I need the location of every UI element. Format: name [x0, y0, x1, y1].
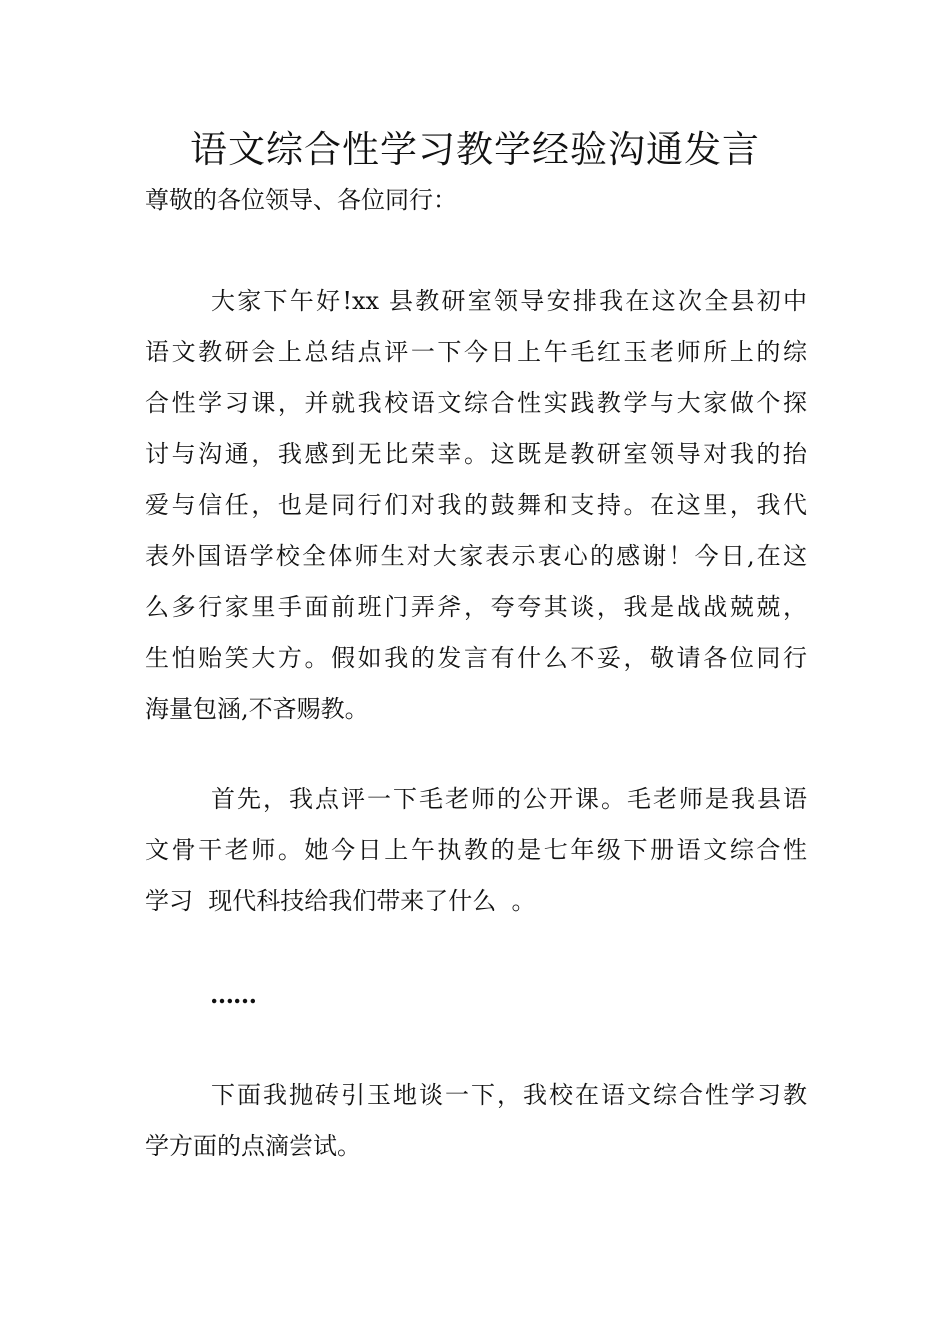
paragraph-line: 大家下午好!xx 县教研室领导安排我在这次全县初中 [211, 287, 807, 315]
paragraph-line: 学习 现代科技给我们带来了什么 。 [145, 887, 536, 915]
paragraph-opening [145, 276, 807, 735]
paragraph-line: 文骨干老师。她今日上午执教的是七年级下册语文综合性 [145, 836, 807, 864]
document-title: 语文综合性学习教学经验沟通发言 [190, 128, 760, 171]
paragraph-line: 生怕贻笑大方。假如我的发言有什么不妥，敬请各位同行 [145, 644, 807, 672]
paragraph-line: 表外国语学校全体师生对大家表示衷心的感谢！今日,在这 [145, 542, 807, 570]
paragraph-line: 么多行家里手面前班门弄斧，夸夸其谈，我是战战兢兢， [145, 593, 807, 621]
paragraph-line: 学方面的点滴尝试。 [145, 1132, 361, 1160]
ellipsis: …… [210, 980, 256, 1009]
paragraph-practice [145, 1070, 807, 1172]
paragraph-line: 合性学习课，并就我校语文综合性实践教学与大家做个探 [145, 389, 807, 417]
paragraph-line: 讨与沟通，我感到无比荣幸。这既是教研室领导对我的抬 [145, 440, 807, 468]
paragraph-review [145, 774, 807, 927]
paragraph-line: 海量包涵,不吝赐教。 [145, 695, 369, 723]
salutation: 尊敬的各位领导、各位同行： [145, 186, 457, 214]
paragraph-line: 语文教研会上总结点评一下今日上午毛红玉老师所上的综 [145, 338, 807, 366]
paragraph-line: 首先，我点评一下毛老师的公开课。毛老师是我县语 [211, 785, 807, 813]
paragraph-line: 爱与信任，也是同行们对我的鼓舞和支持。在这里，我代 [145, 491, 807, 519]
paragraph-line: 下面我抛砖引玉地谈一下，我校在语文综合性学习教 [211, 1081, 807, 1109]
